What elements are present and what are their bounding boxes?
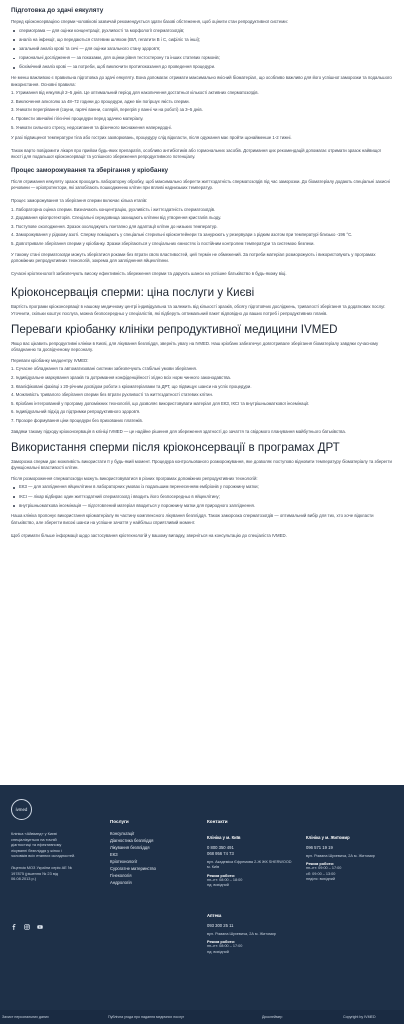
rules-list <box>11 90 393 131</box>
paragraph: Процес заморожування та зберігання сперми включає кілька етапів: <box>11 198 148 204</box>
paragraph: Сучасні кріотехнології забезпечують високу ефективність збереження сперми та дарують шанси на успішне батьківство в будь-якому віці. <box>11 270 287 276</box>
list-item: 3. Кваліфіковані фахівці з 20-річним досвідом роботи з кріоматеріалами та ДРТ, що підвищує шанси на успіх процедури. <box>11 383 252 389</box>
footer-link[interactable]: Андрологія <box>110 879 132 885</box>
clinic-zhytomyr <box>306 835 398 882</box>
social-links <box>11 917 43 923</box>
list-item: 5. Уникати сильного стресу, недосипання та фізичного виснаження напередодні. <box>11 124 172 130</box>
paragraph: Не менш важливою є правильна підготовка до здачі еякуляту. Вона допомагає отримати максимально якісний біоматеріал, що особливо важливо для його успішної заморозки та подальшого використання. Основні правила: <box>11 74 392 87</box>
services-title: Послуги <box>110 819 129 824</box>
paragraph: Переваги кріобанку медцентру IVMED: <box>11 357 89 363</box>
phone-link[interactable]: 0 800 350 491 <box>207 845 234 850</box>
clinic-address: вул. Академіка Єфремова 2-Ж ЖК SHERWOOD м. Київ <box>207 860 292 870</box>
instagram-icon[interactable] <box>24 917 30 923</box>
paragraph: Після розмороження сперматозоїди можуть використовуватися в різних програмах допоміжних репродуктивних технологій: <box>11 475 258 481</box>
list-item: 1. Утримання від еякуляції 2–5 днів. Це оптимальний період для накопичення достатньої кількості активних сперматозоїдів. <box>11 90 259 96</box>
list-item: 7. Прозоре формування ціни процедури без прихованих платежів. <box>11 417 143 423</box>
list-item: 4. Можливість тривалого зберігання сперми без втрати рухливості та життєздатності статевих клітин. <box>11 392 214 398</box>
benefits-list <box>11 366 393 424</box>
list-item: 3. Поступове охолодження. Зразок охолоджують поетапно для адаптації клітин до низьких температур. <box>11 223 218 229</box>
list-item: біохімічний аналіз крові — за потреби, щоб виключити протипоказання до проведення процедури. <box>11 64 393 71</box>
site-footer <box>0 785 404 1010</box>
clinic-kyiv-name: Клініка у м. Київ <box>207 835 241 840</box>
hours-value: пн–пт: 09:00 – 17:00 <box>306 866 342 871</box>
hours-value: нд: вихідний <box>207 949 229 954</box>
list-item: ІКСІ — лікар відбирає один життєздатний сперматозоїд і вводить його безпосередньо в яйцеклітину; <box>11 494 393 501</box>
list-item: загальний аналіз крові та сечі — для оцінки загального стану здоров'я; <box>11 46 393 53</box>
list-item: 2. Виключення алкоголю за 48–72 години до процедури, адже він погіршує якість сперми. <box>11 98 190 104</box>
prep-list <box>11 28 393 71</box>
list-item: 3. Уникати перегрівання (сауни, гарячі ванни, солярій, перегрів у ванні чи на роботі) за 3–5 днів. <box>11 107 203 113</box>
heading-process: Процес заморожування та зберігання у кріобанку <box>11 166 169 174</box>
clinic-zhytomyr-name: Клініка у м. Житомир <box>306 835 350 840</box>
footer-link[interactable]: Сурогатне материнство <box>110 865 156 871</box>
paragraph: Перед кріоконсервацією сперми чоловікові зазвичай рекомендується здати базові обстеження, щоб оцінити стан репродуктивної системи: <box>11 19 288 24</box>
offer-link[interactable]: Публічна угода про надання медичних послуг <box>108 1015 185 1019</box>
hours-label: Режим роботи: <box>207 873 236 878</box>
paragraph: Наша клініка пропонує використання кріоматеріалу як частину комплексного лікування безпліддя. Також заморозка сперматозоїдів — оптимальний вибір для тих, хто хоче відкласти батьківство, але зберегти високі шанси на успішне зачаття у найбільш сприятливий момент. <box>11 513 374 525</box>
footer-contacts <box>207 819 228 824</box>
facebook-icon[interactable] <box>11 917 17 923</box>
paragraph: Вартість програми кріоконсервації в нашому медичному центрі індивідуальна та залежить від кількості зразків, обсягу підготовчих досліджень, тривалості зберігання та додаткових послуг. Уточнити, скільки коштує послуга, можна безпосередньо у спеціалістів, які підберуть оптимальний пакет відповідно до ваших потреб і репродуктивних планів. <box>11 303 386 316</box>
hours-label: Режим роботи: <box>306 862 335 867</box>
privacy-link[interactable]: Захист персональних даних <box>2 1015 49 1019</box>
hours-label: Режим роботи: <box>207 940 236 945</box>
youtube-icon[interactable] <box>37 917 43 923</box>
list-item: аналіз на інфекції, що передаються статевим шляхом (ВІЛ, гепатити В і С, сифіліс та інші); <box>11 37 393 44</box>
list-item: ЕКЗ — для запліднення яйцеклітини в лабораторних умовах із подальшим перенесенням ембріонів у порожнину матки; <box>11 484 393 491</box>
list-item: 4. Заморожування у рідкому азоті. Сперму поміщають у спеціальні стерильні кріоконтейнери та занурюють у резервуари з рідким азотом при температурі близько -196 °C. <box>11 232 353 238</box>
pharmacy-name: Аптека <box>207 913 222 918</box>
heading-benefits: Переваги кріобанку клініки репродуктивної медицини IVMED <box>11 323 338 337</box>
heading-prep: Підготовка до здачі еякуляту <box>11 7 104 14</box>
footer-link[interactable]: Гінекологія <box>110 872 132 878</box>
list-item: гормональні дослідження — за показами, для оцінки рівня тестостерону та інших статевих гормонів; <box>11 55 393 62</box>
paragraph: Після отримання еякуляту зразок проходить лабораторну обробку, щоб максимально зберегти життєздатність сперматозоїдів під час заморозки. До біоматеріалу додають спеціальні захисні речовини — кріопротектори, які запобігають пошкодженню клітин при впливі наднизьких температур. <box>11 178 390 191</box>
clinic-address: вул. Романа Шухевича, 2А м. Житомир <box>306 854 375 858</box>
paragraph: У такому стані сперматозоїди можуть зберігатися роками без втрати своїх властивостей, цей термін не обмежений. За потреби матеріал розморожують і використовують у програмах допоміжних репродуктивних технологій, зокрема для запліднення яйцеклітини. <box>11 251 376 264</box>
paragraph: Також варто повідомити лікаря про прийом будь-яких препаратів, особливо антибіотиків або гормональних засобів. Дотримання цих рекомендацій допомагає отримати зразок найвищої якості для подальшої кріоконсервації та успішного збереження репродуктивного потенціалу. <box>11 147 381 160</box>
footer-about: Клініка «Айвімед» у Києві спеціалізується на точній діагностиці та ефективному лікуванні безпліддя у жінок і чоловіків всіх етапних складностей. <box>11 831 76 859</box>
logo[interactable]: ivmed <box>11 799 32 820</box>
clinic-kyiv <box>207 835 295 888</box>
list-item: спермограма — для оцінки концентрації, рухливості та морфології сперматозоїдів; <box>11 28 393 35</box>
pharmacy-address: вул. Романа Шухевича, 2А м. Житомир <box>207 932 276 936</box>
footer-link[interactable]: Консультації <box>110 831 135 836</box>
list-item: 6. Індивідуальний підхід до підтримки репродуктивного здоров'я. <box>11 409 141 415</box>
heading-price: Кріоконсервація сперми: ціна послуги у Києві <box>11 286 255 300</box>
list-item: внутрішньоматкова інсемінація — підготовлений матеріал вводиться у порожнину матки для природного запліднення. <box>11 503 393 510</box>
footer-link[interactable]: Лікування безпліддя <box>110 844 150 850</box>
phone-link[interactable]: 096 571 19 19 <box>306 845 333 850</box>
footer-license: Ліцензія МОЗ України серія АЕ № 197875 (рішення № 23 від 06.08.2013 р.) <box>11 865 73 882</box>
disclaimer-link[interactable]: Дисклеймер <box>262 1015 283 1019</box>
services-list <box>110 831 156 885</box>
hours-value: сб: 09:00 – 13:00 <box>306 871 336 876</box>
footer-link[interactable]: Кріотехнології <box>110 858 138 864</box>
footer-link[interactable]: ЕКЗ <box>110 851 118 857</box>
paragraph: У разі підвищеної температури тіла або гострих захворювань, процедуру слід відкласти, після одужання має пройти щонайменше 1-2 тижні. <box>11 135 292 141</box>
list-item: 2. Додавання кріопротекторів. Спеціальні середовища захищають клітини від утворення кристалів льоду. <box>11 215 222 221</box>
paragraph: Завдяки такому підходу кріоконсервація в клініці IVMED — це надійне рішення для збереження здатності до зачаття та свідомого планування майбутнього батьківства. <box>11 428 346 434</box>
paragraph: Якщо вас цікавить репродуктивні клініки в Києві, для лікування безпліддя, зверніть увагу на IVMED. Наш кріобанк забезпечує довготривале зберігання біоматеріалу завдяки сучасному обладнанню та досвідченому персоналу. <box>11 340 379 353</box>
list-item: 4. Провести звичайні гігієнічні процедури перед здачею матеріалу. <box>11 115 144 121</box>
list-item: 5. Кріобанк інтегрований у програму допоміжних технологій, що дозволяє використовувати матеріал для ЕКЗ, ІКСІ та внутрішньоматкової інсемінації. <box>11 400 310 406</box>
hours-value: пн–пт: 08:00 – 17:00 <box>207 944 243 949</box>
list-item: 5. Довготривале зберігання сперми у кріобанку. Зразки зберігаються у спеціальних ємностях із постійним контролем температури та системою безпеки. <box>11 241 315 247</box>
paragraph: Щоб отримати більше інформації щодо застосування кріотехнологій у вашому випадку, зверніться на консультацію до спеціаліста IVMED. <box>11 532 287 538</box>
contacts-title: Контакти <box>207 819 228 824</box>
heading-art: Використання сперми після кріоконсервації в програмах ДРТ <box>11 441 340 455</box>
footer-link[interactable]: Діагностика безпліддя <box>110 837 154 843</box>
list-item: 2. Індивідуальне маркування зразків та дотримання конфіденційності згідно всіх норм чинного законодавства. <box>11 374 232 380</box>
pharmacy <box>207 913 295 955</box>
footer-services <box>110 819 156 887</box>
footer-bottom-bar <box>0 1010 404 1024</box>
list-item: 1. Сучасне обладнання та автоматизовані системи забезпечують стабільні умови зберігання. <box>11 366 198 372</box>
copyright: Copyright by IVMED <box>343 1015 376 1019</box>
hours-value: пн–пт: 08:00 – 18:00 <box>207 877 243 882</box>
hours-value: нд: вихідний <box>207 882 229 887</box>
hours-value: неділя: вихідний <box>306 876 335 881</box>
art-list <box>11 484 393 509</box>
phone-link[interactable]: 093 300 25 11 <box>207 923 234 928</box>
phone-link[interactable]: 068 956 74 73 <box>207 851 234 856</box>
paragraph: Заморозка сперми дає можливість використати її у будь-який момент. Процедура контрольованого розморожування, яке дозволяє поступово відновити температуру біоматеріалу та зберегти функціональні властивості клітин. <box>11 458 392 471</box>
stages-list <box>11 207 393 248</box>
list-item: 1. Лабораторна оцінка сперми. Визначають концентрацію, рухливість і життєздатність сперматозоїдів. <box>11 206 216 212</box>
